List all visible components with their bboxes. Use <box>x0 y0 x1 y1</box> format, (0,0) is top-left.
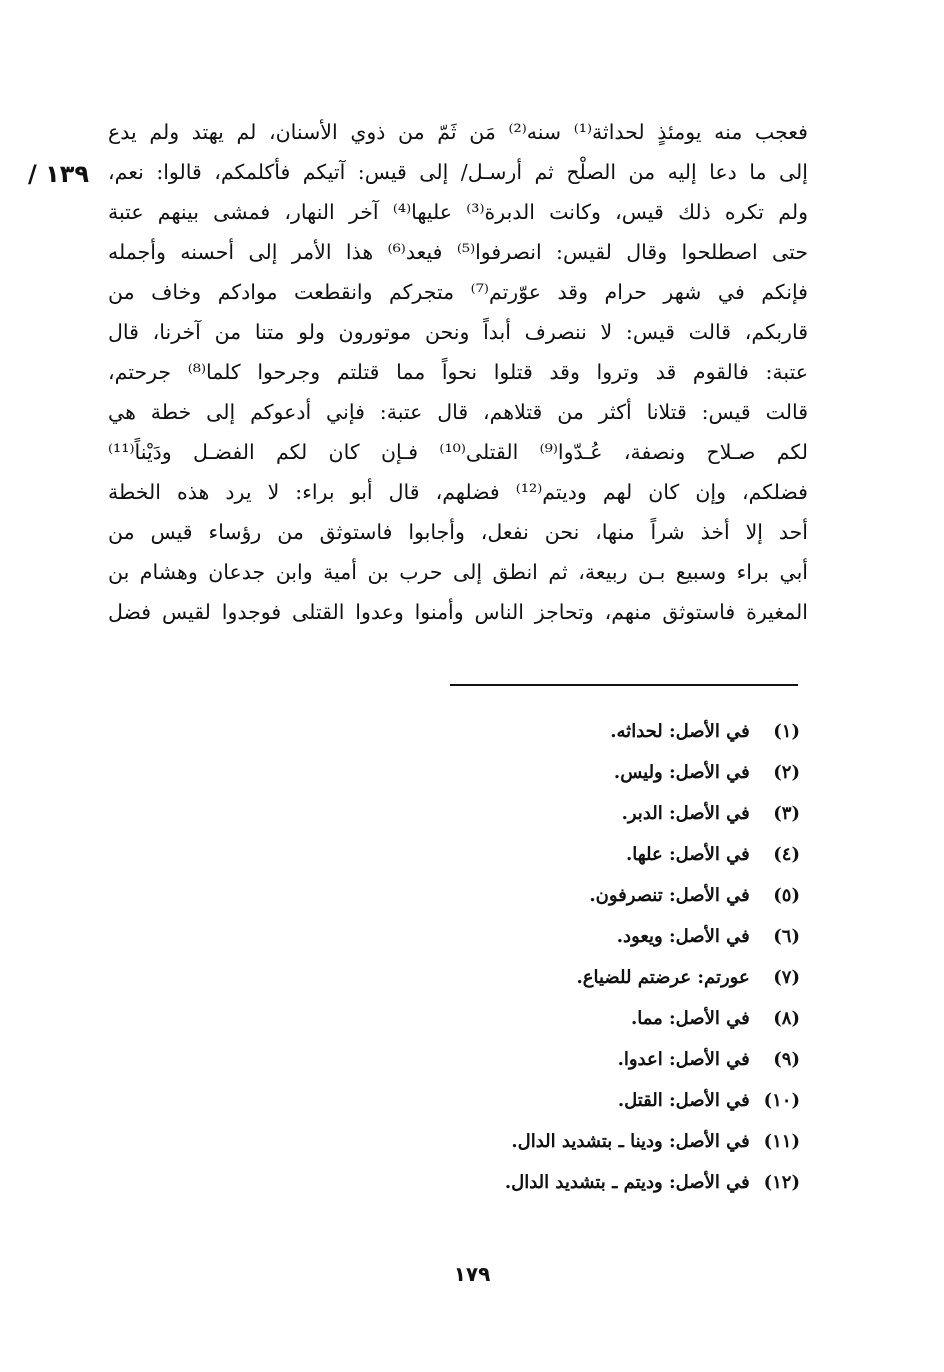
footnote-item <box>300 755 800 796</box>
footnote-number: (١٢) <box>763 1172 800 1193</box>
footnote-item <box>300 1001 800 1042</box>
text-line: عتبة: فالقوم قد وتروا وقد قتلوا نحواً مما قتلتم وجرحوا كلما⁽⁸⁾ جرحتم، <box>108 360 808 384</box>
text-line: لكم صـلاح ونصفة، عُـدّوا⁽⁹⁾ القتلى⁽¹⁰⁾ فـإن كان لكم الفضـل ودَيْناً⁽¹¹⁾ <box>108 440 808 464</box>
footnote-item <box>300 919 800 960</box>
footnote-item <box>300 960 800 1001</box>
footnote-item <box>300 1124 800 1165</box>
text-line: حتى اصطلحوا وقال لقيس: انصرفوا⁽⁵⁾ فيعد⁽⁶⁾ هذا الأمر إلى أحسنه وأجمله <box>108 240 808 264</box>
footnote-number: (٧) <box>773 967 800 988</box>
footnote-item <box>300 714 800 755</box>
text-line: فإنكم في شهر حرام وقد عوّرتم⁽⁷⁾ متجركم وانقطعت موادكم وخاف من <box>108 280 808 304</box>
page-number: ١٧٩ <box>453 1262 491 1286</box>
footnote-number: (١) <box>773 721 800 742</box>
footnote-item <box>300 1083 800 1124</box>
text-line: إلى ما دعا إليه من الصلْح ثم أرسـل/ إلى قيس: آتيكم فأكلمكم، قالوا: نعم، <box>108 160 808 184</box>
footnote-text: عورتم: عرضتم للضياع. <box>576 967 750 988</box>
footnote-text: في الأصل: القتل. <box>617 1090 750 1111</box>
footnote-item <box>300 796 800 837</box>
footnote-text: في الأصل: مما. <box>630 1008 750 1029</box>
footnote-item <box>300 878 800 919</box>
text-line: ولم تكره ذلك قيس، وكانت الدبرة⁽³⁾ عليها⁽⁴⁾ آخر النهار، فمشى بينهم عتبة <box>108 200 808 224</box>
footnote-text: في الأصل: علها. <box>626 844 750 865</box>
text-line: أبي براء وسبيع بـن ربيعة، ثم انطق إلى حرب بن أمية وابن جدعان وهشام بن <box>108 560 808 584</box>
footnote-text: في الأصل: ودينا ـ بتشديد الدال. <box>511 1131 750 1152</box>
footnote-item <box>300 837 800 878</box>
footnotes <box>300 714 800 1206</box>
footnote-text: في الأصل: تنصرفون. <box>589 885 750 906</box>
footnote-number: (١١) <box>763 1131 800 1152</box>
footnote-number: (٢) <box>773 762 800 783</box>
footnote-number: (٤) <box>773 844 800 865</box>
text-line: المغيرة فاستوثق منهم، وتحاجز الناس وأمنوا وعدوا القتلى فوجدوا لقيس فضل <box>108 600 808 624</box>
footnote-number: (٥) <box>773 885 800 906</box>
footnote-text: في الأصل: اعدوا. <box>617 1049 750 1070</box>
text-line: أحد إلا أخذ شراً منها، نحن نفعل، وأجابوا فاستوثق من رؤساء قيس من <box>108 520 808 544</box>
footnote-text: في الأصل: وديتم ـ بتشديد الدال. <box>504 1172 750 1193</box>
text-line: قاربكم، قالت قيس: لا ننصرف أبداً ونحن موتورون ولو متنا من آخرنا، قال <box>108 320 808 344</box>
footnote-number: (٨) <box>773 1008 800 1029</box>
footnote-text: في الأصل: ويعود. <box>616 926 750 947</box>
margin-reference: ١٣٩ / <box>28 160 90 188</box>
footnote-text: في الأصل: الدبر. <box>621 803 750 824</box>
footnote-item <box>300 1165 800 1206</box>
main-text <box>108 112 808 632</box>
footnote-text: في الأصل: وليس. <box>613 762 750 783</box>
text-line: قالت قيس: قتلانا أكثر من قتلاهم، قال عتبة: فإني أدعوكم إلى خطة هي <box>108 400 808 424</box>
text-line: فعجب منه يومئذٍ لحداثة⁽¹⁾ سنه⁽²⁾ مَن ثَمّ من ذوي الأسنان، لم يهتد ولم يدع <box>108 120 808 144</box>
footnote-number: (٩) <box>773 1049 800 1070</box>
text-line: فضلكم، وإن كان لهم وديتم⁽¹²⁾ فضلهم، قال أبو براء: لا يرد هذه الخطة <box>108 480 808 504</box>
footnote-divider <box>450 684 798 686</box>
footnote-text: في الأصل: لحداثه. <box>610 721 750 742</box>
footnote-number: (١٠) <box>763 1090 800 1111</box>
footnote-number: (٣) <box>773 803 800 824</box>
footnote-number: (٦) <box>773 926 800 947</box>
footnote-item <box>300 1042 800 1083</box>
